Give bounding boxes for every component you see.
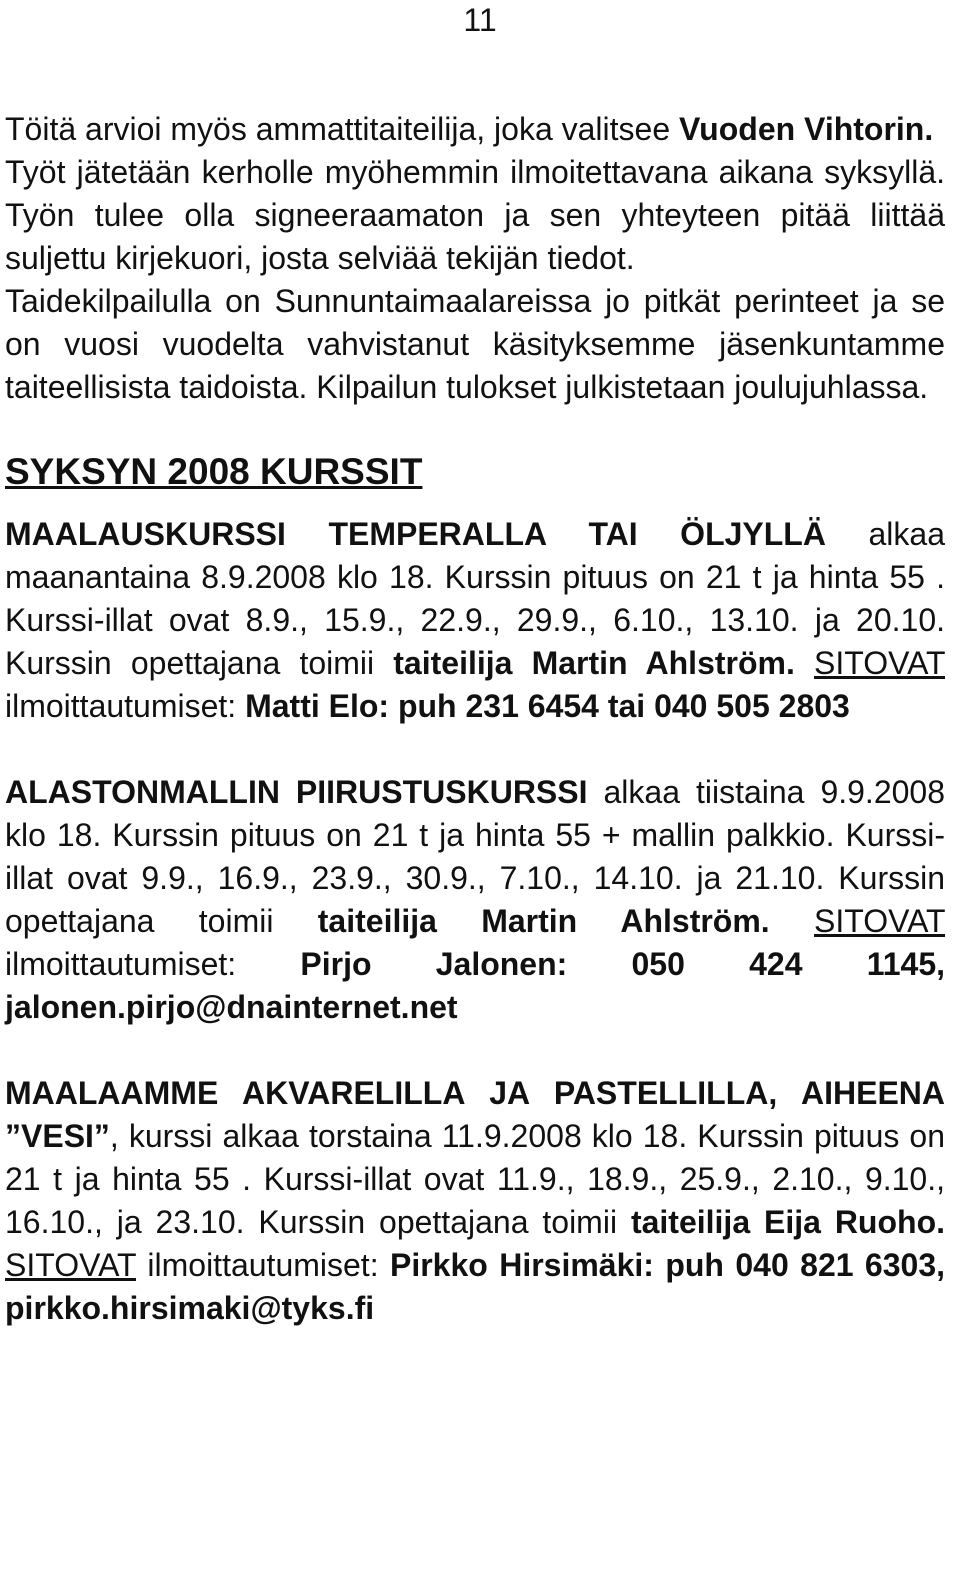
course-2	[5, 771, 945, 1029]
course-3	[5, 1072, 945, 1330]
course-1-teacher: taiteilija Martin Ahlström.	[393, 645, 795, 681]
intro-paragraph-3: Taidekilpailulla on Sunnuntaimaalareissa jo pitkät perinteet ja se on vuosi vuodelta vahvistanut käsityksemme jäsenkuntamme taiteellisista taidoista. Kilpailun tulokset julkistetaan joulujuhlassa.	[5, 283, 945, 405]
section-heading: SYKSYN 2008 KURSSIT	[5, 451, 423, 492]
award-name: Vuoden Vihtorin.	[679, 111, 934, 147]
course-2-details: alkaa tiistaina 9.9.2008 klo 18. Kurssin pituus on 21 t ja hinta 55 + mallin palkkio. Kurssi-illat ovat 9.9., 16.9., 23.9., 30.9., 7.10., 14.10. ja 21.10. Kurssin opettajana toimii	[5, 774, 946, 939]
course-3-contact: Pirkko Hirsimäki: puh 040 821 6303, pirkko.hirsimaki@tyks.fi	[5, 1247, 946, 1326]
course-3-teacher: taiteilija Eija Ruoho.	[630, 1204, 946, 1240]
spacer	[5, 728, 945, 771]
course-2-sitovat: SITOVAT	[814, 903, 946, 939]
intro-text: Töitä arvioi myös ammattitaiteilija, joka valitsee	[5, 111, 680, 147]
page-number: 11	[463, 2, 497, 38]
course-2-signup-label: ilmoittautumiset:	[5, 946, 301, 982]
course-3-signup-label: ilmoittautumiset:	[136, 1247, 390, 1283]
course-2-title: ALASTONMALLIN PIIRUSTUSKURSSI	[5, 774, 588, 810]
course-1-title: MAALAUSKURSSI TEMPERALLA TAI ÖLJYLLÄ	[5, 516, 826, 552]
course-1-details: alkaa maanantaina 8.9.2008 klo 18. Kurssin pituus on 21 t ja hinta 55 . Kurssi-illat ovat 8.9., 15.9., 22.9., 29.9., 6.10., 13.10. ja 20.10. Kurssin opettajana toimii	[5, 516, 945, 681]
course-1	[5, 513, 945, 728]
course-3-sitovat: SITOVAT	[5, 1247, 136, 1283]
course-3-title: MAALAAMME AKVARELILLA JA PASTELLILLA, AIHEENA ”VESI”	[5, 1075, 945, 1154]
spacer	[5, 1029, 945, 1072]
course-1-signup-label: ilmoittautumiset:	[5, 688, 246, 724]
course-2-teacher: taiteilija Martin Ahlström.	[317, 903, 770, 939]
intro-paragraph-2: Työt jätetään kerholle myöhemmin ilmoitettavana aikana syksyllä. Työn tulee olla signeeraamaton ja sen yhteyteen pitää liittää suljettu kirjekuori, josta selviää tekijän tiedot.	[5, 154, 945, 276]
intro-paragraph-1	[5, 108, 945, 151]
course-1-sitovat: SITOVAT	[814, 645, 945, 681]
course-1-contact: Matti Elo: puh 231 6454 tai 040 505 2803	[245, 688, 850, 724]
page-content	[5, 108, 945, 1330]
course-3-details: , kurssi alkaa torstaina 11.9.2008 klo 18. Kurssin pituus on 21 t ja hinta 55 . Kurssi-illat ovat 11.9., 18.9., 25.9., 2.10., 9.10., 16.10., ja 23.10. Kurssin opettajana toimii	[5, 1118, 945, 1240]
course-2-contact: Pirjo Jalonen: 050 424 1145, jalonen.pirjo@dnainternet.net	[5, 946, 945, 1025]
